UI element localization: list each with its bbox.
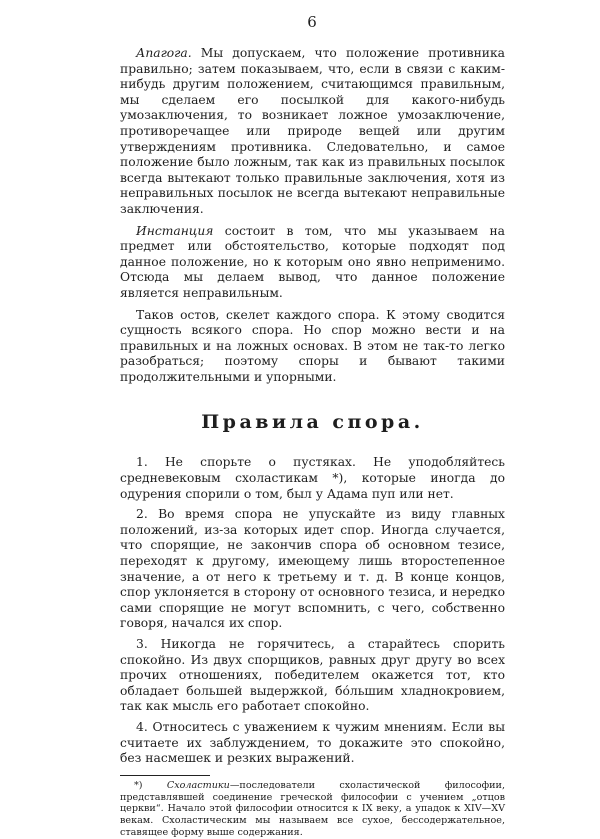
footnote-text: —последователи схоластической философии, представлявшей соединение греческой философии с учением „отцов церкви“. Начало этой философии относится к IX веку, а упадок к XIV—XV векам. Схоластическим мы называем все сухое, бессодержательное, ставящее форму выше содержания. — [120, 779, 505, 838]
rule-2: 2. Во время спора не упускайте из виду главных положений, из-за которых идет спор. Иногда случается, что спорящие, не закончив спора об основном тезисе, переходят к другому, имеющему лишь второстепенное значение, а от него к третьему и т. д. В конце концов, спор уклоняется в сторону от основного тезиса, и нередко сами спорящие не могут вспомнить, с чего, собственно говоря, начался их спор. — [120, 507, 505, 631]
rule-3: 3. Никогда не горячитесь, а старайтесь спорить спокойно. Из двух спорщиков, равных друг другу во всех прочих отношениях, победителем окажется тот, кто обладает большей выдержкой, бо́льшим хладнокровием, так как мысль его работает спокойно. — [120, 637, 505, 714]
paragraph-instance — [120, 224, 505, 302]
paragraph-apagoga-text: Мы допускаем, что положение противника правильно; затем показываем, что, если в связи с каким-нибудь другим положением, считающимся правильным, мы сделаем его посылкой для какого-нибудь умозаключения, то возникает ложное умозаключение, противоречащее или природе вещей или другим утверждениям противника. Следовательно, и самое положение было ложным, так как из правильных посылок всегда вытекают только правильные заключения, хотя из неправильных посылок не всегда вытекают неправильные заключения. — [120, 46, 505, 216]
rule-4: 4. Относитесь с уважением к чужим мнениям. Если вы считаете их заблуждением, то докажите это спокойно, без насмешек и резких выражений. — [120, 719, 505, 766]
paragraph-apagoga — [120, 46, 505, 218]
paragraph-skeleton: Таков остов, скелет каждого спора. К этому сводится сущность всякого спора. Но спор можно вести и на правильных и на ложных основах. В этом не так-то легко разобраться; поэтому споры и бывают такими продолжительными и упорными. — [120, 307, 505, 384]
section-heading: Правила спора. — [201, 411, 424, 434]
rule-1: 1. Не спорьте о пустяках. Не уподобляйтесь средневековым схоластикам *), которые иногда до одурения спорили о том, был у Адама пуп или нет. — [120, 455, 505, 501]
footnote — [120, 780, 505, 839]
term-instance: Инстанция — [136, 223, 214, 238]
page-number: 6 — [307, 13, 318, 31]
term-apagoga: Апагога. — [136, 46, 192, 60]
footnote-separator — [120, 775, 210, 776]
footnote-marker: *) — [134, 779, 167, 791]
paragraph-instance-text: состоит в том, что мы указываем на предмет или обстоятельство, которые подходят под данное положение, но к которым оно явно неприменимо. Отсюда мы делаем вывод, что данное положение является неправильным. — [120, 223, 505, 300]
footnote-term: Схоластики — [166, 779, 230, 791]
